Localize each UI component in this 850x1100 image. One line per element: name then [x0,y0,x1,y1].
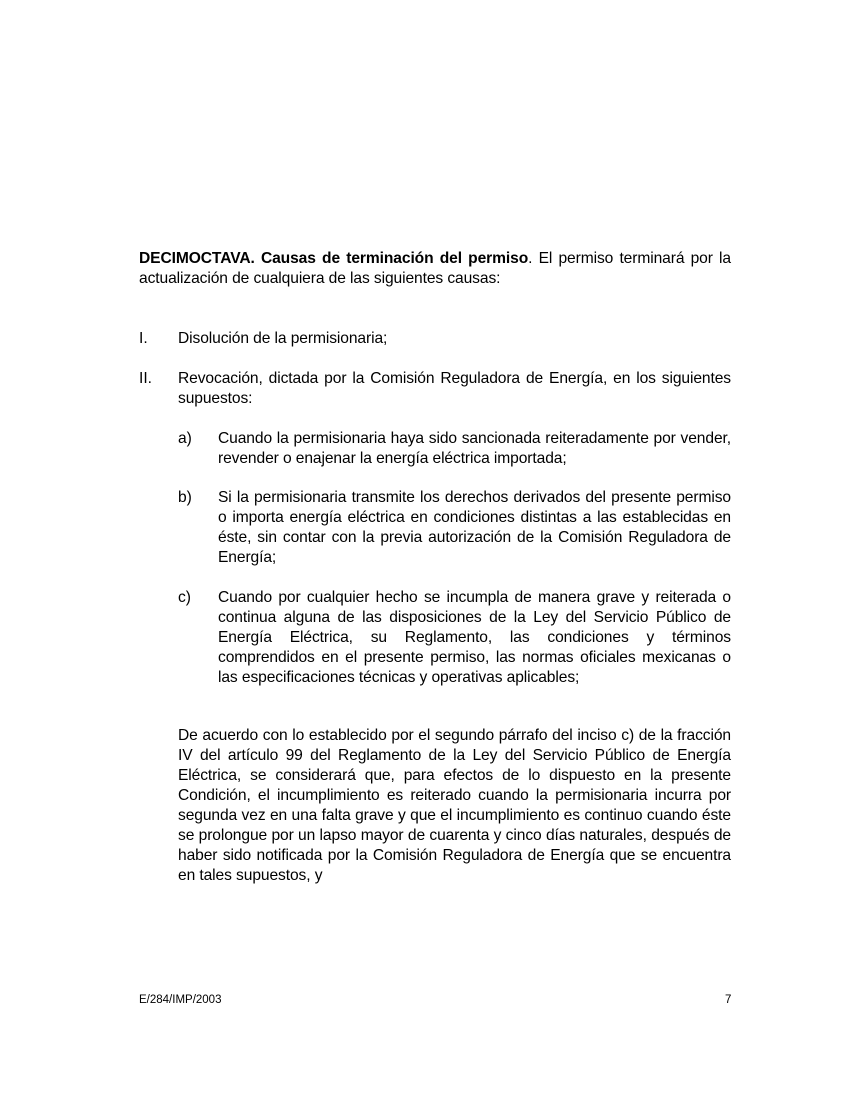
closing-paragraph: De acuerdo con lo establecido por el segundo párrafo del inciso c) de la fracción IV del artículo 99 del Reglamento de la Ley del Servicio Público de Energía Eléctrica, se considerará que, para efectos de lo dispuesto en la presente Condición, el incumplimiento es reiterado cuando la permisionaria incurra por segunda vez en una falta grave y que el incumplimiento es continuo cuando éste se prolongue por un lapso mayor de cuarenta y cinco días naturales, después de haber sido notificada por la Comisión Reguladora de Energía que se encuentra en tales supuestos, y [178,727,731,884]
item-numeral-i: I. [139,330,148,347]
subitem-letter-b: b) [178,489,192,506]
subitem-text-c: Cuando por cualquier hecho se incumpla de manera grave y reiterada o continua alguna de las disposiciones de la Ley del Servicio Público de Energía Eléctrica, su Reglamento, las condiciones y términos comprendidos en el presente permiso, las normas oficiales mexicanas o las especificaciones técnicas y operativas aplicables; [218,589,731,686]
clause-heading: DECIMOCTAVA. Causas de terminación del permiso [139,250,529,267]
clause-decimoctava [139,249,731,289]
subitem-text-a: Cuando la permisionaria haya sido sancionada reiteradamente por vender, revender o enajenar la energía eléctrica importada; [218,430,731,467]
clause-intro: . El permiso terminará por la actualización de cualquiera de las siguientes causas: [139,250,731,287]
footer-doc-id: E/284/IMP/2003 [139,994,222,1006]
footer-page-number: 7 [725,994,732,1006]
item-text-ii: Revocación, dictada por la Comisión Reguladora de Energía, en los siguientes supuestos: [178,370,731,407]
item-text-i: Disolución de la permisionaria; [178,330,388,347]
subitem-text-b: Si la permisionaria transmite los derechos derivados del presente permiso o importa energía eléctrica en condiciones distintas a las establecidas en éste, sin contar con la previa autorización de la Comisión Reguladora de Energía; [218,489,731,566]
item-numeral-ii: II. [139,370,152,387]
subitem-letter-c: c) [178,589,191,606]
subitem-letter-a: a) [178,430,192,447]
